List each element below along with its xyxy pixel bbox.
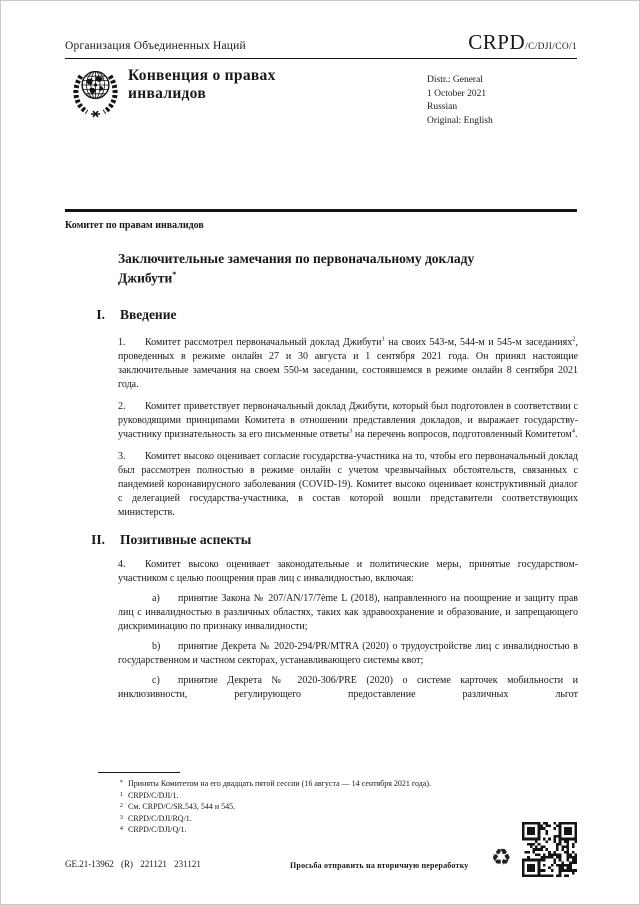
recycle-icon: ♻ — [491, 845, 512, 871]
paragraph-label: c) — [152, 675, 160, 686]
document-title-text: Заключительные замечания по первоначальному докладу Джибути — [118, 250, 475, 285]
heavy-rule — [65, 209, 577, 212]
org-name: Организация Объединенных Наций — [65, 40, 246, 52]
introduction-paragraphs — [118, 336, 578, 520]
document-title — [118, 251, 518, 287]
footnote-marker: 4 — [119, 825, 123, 833]
section-heading-label: Позитивные аспекты — [120, 532, 252, 547]
masthead — [65, 61, 577, 209]
section-heading-label: Введение — [120, 307, 177, 322]
distribution-line: Distr.: General — [427, 75, 483, 85]
distribution-line: Russian — [427, 102, 458, 112]
paragraph-label: 1. — [118, 337, 126, 348]
section-heading-introduction — [65, 307, 577, 323]
paragraph: 1. Комитет рассмотрел первоначальный доклад Джибути$^1$ на своих 543-м, 544-м и 545-м заседаниях$^2$, проведенных в режиме онлайн 27 и 30 августа и 1 сентября 2021 года. Он принял настоящие заключительные замечания на своем 550-м заседании, состоявшемся в режиме онлайн 8 сентября 2021 года. — [118, 335, 578, 390]
paragraph-label: 3. — [118, 451, 126, 462]
section-heading-positive-aspects — [65, 532, 577, 548]
qr-code — [522, 822, 577, 877]
footnote-marker: 3 — [119, 813, 123, 821]
distribution-line: 1 October 2021 — [427, 88, 487, 99]
footnotes-block — [95, 772, 545, 836]
convention-title: Конвенция о правах инвалидов — [128, 67, 276, 102]
section-roman-numeral: II. — [91, 532, 105, 547]
footnote: 4 CRPD/C/DJI/Q/1. — [95, 824, 545, 836]
footnote-separator — [98, 772, 180, 773]
recycle-instruction: Просьба отправить на вторичную переработку — [290, 861, 469, 870]
footnote: 3 CRPD/C/DJI/RQ/1. — [95, 813, 545, 825]
ge-number: GE.21-13962 (R) 221121 231121 — [65, 859, 201, 869]
subparagraph: c) принятие Декрета № 2020-306/PRE (2020) о системе карточек мобильности и инклюзивности, регулирующего предоставление различных льгот — [118, 675, 578, 700]
paragraph-label: b) — [152, 641, 161, 652]
footnote: 1 CRPD/C/DJI/1. — [95, 790, 545, 802]
footnote-list — [95, 778, 545, 836]
subparagraph: b) принятие Декрета № 2020-294/PR/MTRA (2020) о трудоустройстве лиц с инвалидностью в государственном и частном секторах, устанавливающего системы квот; — [118, 641, 578, 666]
paragraph-label: 4. — [118, 559, 126, 570]
paragraph: 4. Комитет высоко оценивает законодательные и политические меры, принятые государством-участником с целью поощрения прав лиц с инвалидностью, включая: — [118, 559, 578, 584]
un-emblem-icon — [72, 64, 119, 120]
positive-aspects-paragraphs — [118, 558, 578, 702]
paragraph: 3. Комитет высоко оценивает согласие государства-участника на то, чтобы его первоначальный доклад был рассмотрен полностью в режиме онлайн с учетом чрезвычайных обстоятельств, связанных с пандемией коронавирусного заболевания (COVID-19). Комитет высоко оценивает конструктивный диалог с делегацией государства-участника, в состав которой вошли представители соответствующих министерств. — [118, 451, 578, 518]
paragraph-label: 2. — [118, 401, 126, 412]
document-symbol — [468, 30, 577, 55]
footnote: * Приняты Комитетом на его двадцать пятой сессии (16 августа — 14 сентября 2021 года). — [95, 778, 545, 790]
document-symbol-suffix: /C/DJI/CO/1 — [525, 42, 577, 52]
header-row — [65, 30, 577, 59]
footnote: 2 См. CRPD/C/SR.543, 544 и 545. — [95, 801, 545, 813]
section-roman-numeral: I. — [96, 307, 105, 322]
title-footnote-marker: * — [172, 269, 177, 279]
document-symbol-main: CRPD — [468, 30, 526, 54]
committee-label: Комитет по правам инвалидов — [65, 219, 204, 231]
footnote-marker: 2 — [119, 802, 123, 810]
subparagraph: a) принятие Закона № 207/AN/17/7ème L (2018), направленного на поощрение и защиту прав лиц с инвалидностью в различных областях, таких как здравоохранение и образование, и запрещающего дискриминацию по признаку инвалидности; — [118, 593, 578, 632]
paragraph: 2. Комитет приветствует первоначальный доклад Джибути, который был подготовлен в соответствии с руководящими принципами Комитета в отношении представления докладов, и выражает государству-участнику признательность за его письменные ответы$^3$ на перечень вопросов, подготовленный Комитетом$^4$. — [118, 401, 578, 440]
footnote-marker: 1 — [119, 790, 123, 798]
distribution-line: Original: English — [427, 115, 493, 126]
footnote-marker: * — [119, 779, 123, 786]
paragraph-label: a) — [152, 593, 160, 604]
distribution-block — [427, 74, 493, 128]
